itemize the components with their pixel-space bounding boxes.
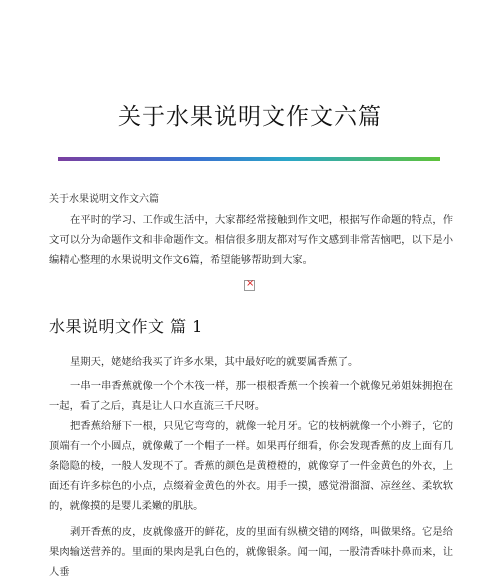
document-subtitle: 关于水果说明文作文六篇 — [49, 194, 159, 205]
broken-image-icon — [244, 280, 255, 291]
body-paragraph: 一串一串香蕉就像一个个木筏一样，那一根根香蕉一个挨着一个就像兄弟姐妹拥抱在一起，看了之后，真是让人口水直流三千尺呀。 — [49, 380, 453, 412]
body-paragraph: 星期天，姥姥给我买了许多水果，其中最好吃的就要属香蕉了。 — [70, 356, 359, 368]
intro-paragraph: 在平时的学习、工作或生活中，大家都经常接触到作文吧，根据写作命题的特点，作文可以分为命题作文和非命题作文。相信很多朋友都对写作文感到非常苦恼吧，以下是小编精心整理的水果说明文作文6篇，希望能够帮助到大家。 — [49, 214, 453, 266]
body-paragraph: 把香蕉给掰下一根，只见它弯弯的，就像一轮月牙。它的枝柄就像一个小辫子，它的顶端有一个小圆点，就像戴了一个帽子一样。如果再仔细看，你会发现香蕉的皮上面有几条隐隐的棱，一般人发现不了。香蕉的颜色是黄橙橙的，就像穿了一件金黄色的外衣，上面还有许多棕色的小点，点缀着金黄色的外衣。用手一摸，感觉滑溜溜、凉丝丝、柔软软的，就像摸的是婴儿柔嫩的肌肤。 — [49, 420, 453, 512]
title-divider — [58, 157, 440, 161]
body-paragraph: 剥开香蕉的皮，皮就像盛开的鲜花，皮的里面有纵横交错的网络，叫做果络。它是给果肉输送营养的。里面的果肉是乳白色的，就像银条。闻一闻，一股清香味扑鼻而来，让人垂 — [49, 526, 453, 578]
document-title: 关于水果说明文作文六篇 — [118, 104, 382, 130]
section-heading: 水果说明文作文 篇 1 — [49, 317, 203, 336]
